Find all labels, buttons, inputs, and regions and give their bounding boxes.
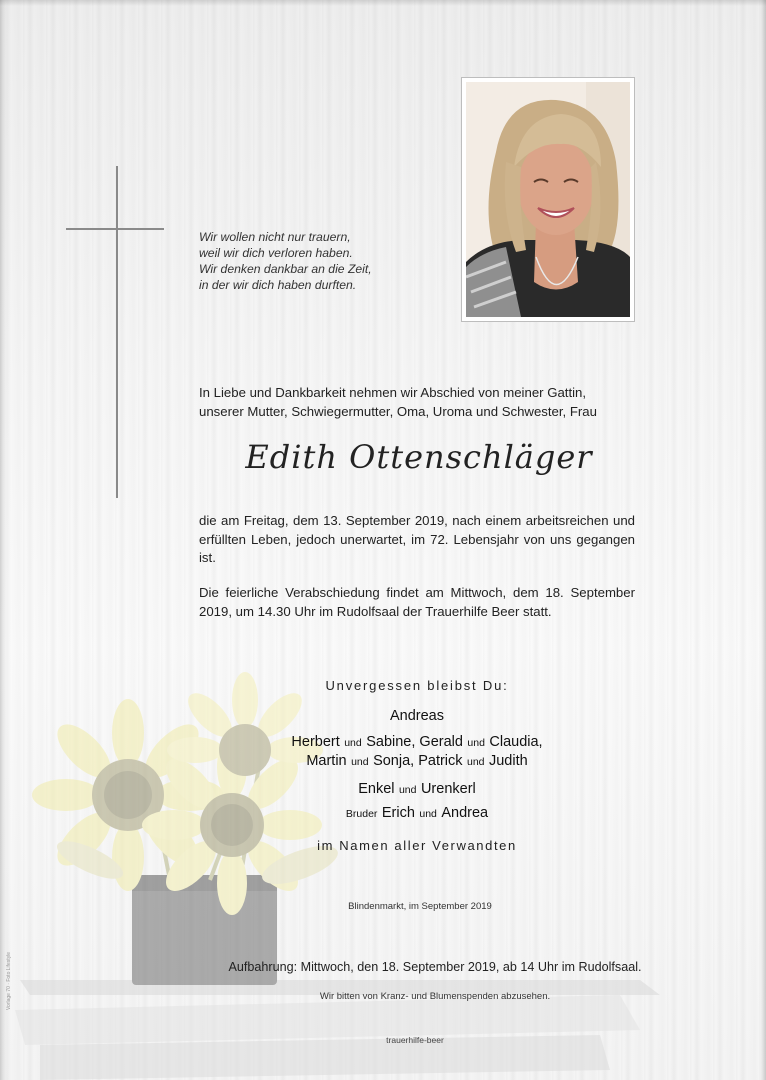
farewell-paragraph: Die feierliche Verabschiedung findet am Mittwoch, dem 18. September 2019, um 14.30 Uhr im Rudolfsaal der Trauerhilfe Beer statt. [199, 585, 635, 619]
family-connector: und [351, 756, 369, 768]
intro-line: In Liebe und Dankbarkeit nehmen wir Abschied von meiner Gattin, [199, 385, 587, 400]
family-connector: und [344, 737, 362, 749]
family-line [199, 804, 635, 822]
poem-line: Wir denken dankbar an die Zeit, [199, 262, 372, 276]
family-name: Urenkerl [420, 781, 476, 797]
intro-line: unserer Mutter, Schwiegermutter, Oma, Uroma und Schwester, Frau [199, 404, 597, 419]
family-line [199, 752, 635, 770]
family-name: Sabine, Gerald [366, 734, 463, 750]
template-side-note: Vorlage 70 · Foto Lifestyle [6, 951, 12, 1010]
family-line [199, 733, 635, 751]
family-line [199, 780, 635, 798]
family-name: Erich [381, 805, 415, 821]
family-connector: Bruder [345, 808, 378, 820]
page-edge-top [0, 0, 766, 6]
unvergessen-heading: Unvergessen bleibst Du: [325, 678, 509, 693]
intro-text [199, 383, 639, 421]
family-name: Andreas [389, 708, 444, 724]
portrait-frame [461, 77, 635, 322]
family-name: Martin [306, 753, 347, 769]
death-notice-paragraph: die am Freitag, dem 13. September 2019, nach einem arbeitsreichen und erfüllten Leben, jedoch unerwartet, im 72. Lebensjahr von uns gegangen ist. [199, 513, 635, 566]
place-date: Blindenmarkt, im September 2019 [348, 901, 492, 912]
family-name: Andrea [441, 805, 489, 821]
family-connector: und [398, 784, 417, 796]
family-connector: und [466, 756, 485, 768]
poem-line: in der wir dich haben durften. [199, 278, 357, 292]
family-name: Herbert [291, 734, 340, 750]
poem-line: Wir wollen nicht nur trauern, [199, 230, 351, 244]
family-name: Sonja, Patrick [373, 753, 463, 769]
deceased-name: Edith Ottenschläger [245, 438, 593, 476]
cross-icon-vertical [116, 166, 118, 498]
aufbahrung-notice: Aufbahrung: Mittwoch, den 18. September 2019, ab 14 Uhr im Rudolfsaal. [228, 960, 642, 974]
family-connector: und [467, 737, 485, 749]
portrait-photo [466, 82, 630, 317]
poem-line: weil wir dich verloren haben. [199, 246, 353, 260]
relatives-line: im Namen aller Verwandten [317, 838, 517, 853]
donation-request: Wir bitten von Kranz- und Blumenspenden abzusehen. [319, 991, 551, 1002]
family-connector: und [419, 808, 437, 820]
family-name: Judith [488, 753, 528, 769]
footer-brand: trauerhilfe-beer [386, 1035, 444, 1045]
poem [199, 229, 439, 293]
family-line [199, 707, 635, 725]
family-name: Enkel [358, 781, 395, 797]
cross-icon-horizontal [66, 228, 164, 230]
family-name: Claudia, [489, 734, 543, 750]
